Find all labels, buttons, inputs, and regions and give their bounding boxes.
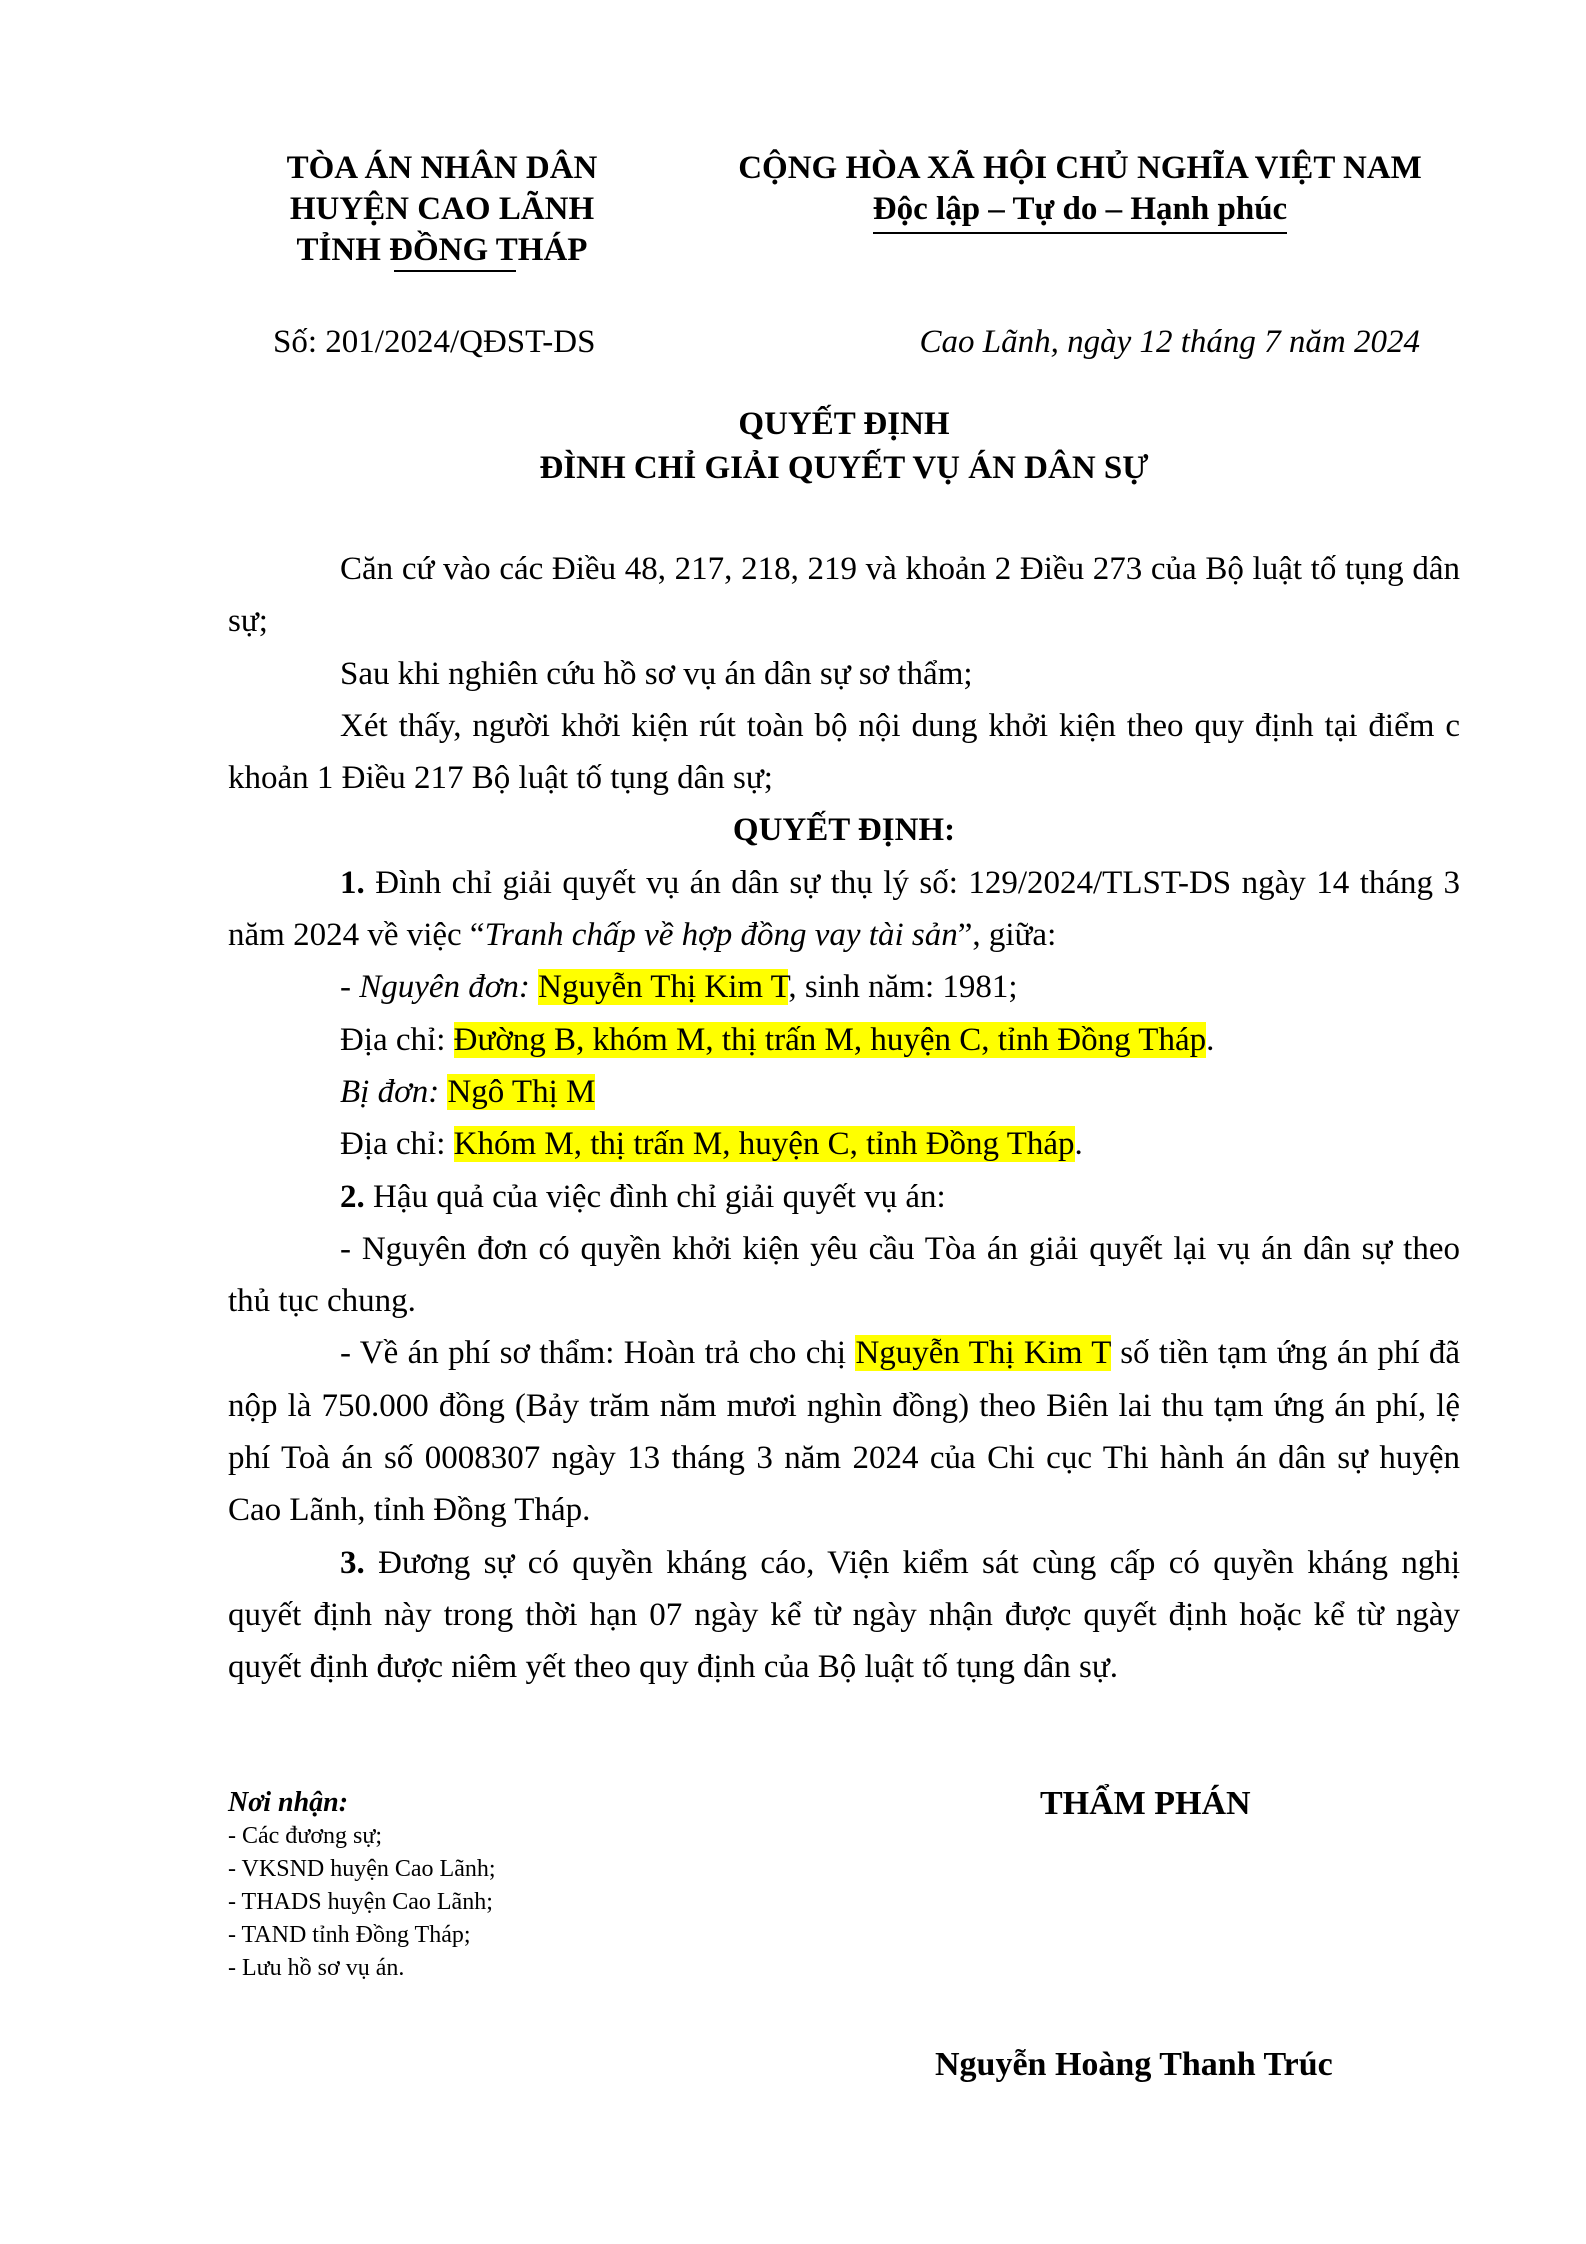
refund-recipient-name: Nguyễn Thị Kim T xyxy=(855,1335,1111,1372)
defendant-line xyxy=(228,1066,1460,1118)
item-1-text: Đình chỉ giải quyết vụ án dân sự thụ lý số: 129/2024/TLST-DS ngày 14 tháng 3 năm 2024 về việc “ xyxy=(228,864,1460,954)
item-2-sub-2 xyxy=(228,1327,1460,1536)
court-name-line-1: TÒA ÁN NHÂN DÂN xyxy=(286,150,598,186)
defendant-address-line xyxy=(228,1118,1460,1170)
recipient-item: - Các đương sự; xyxy=(228,1823,383,1849)
recipient-item: - Lưu hồ sơ vụ án. xyxy=(228,1955,405,1981)
recipient-item: - VKSND huyện Cao Lãnh; xyxy=(228,1856,496,1882)
court-name-line-2: HUYỆN CAO LÃNH xyxy=(289,191,595,227)
document-body xyxy=(228,543,1460,1694)
item-1-text-end: ”, giữa: xyxy=(957,917,1057,954)
recipients-block xyxy=(228,1786,788,1985)
court-name-line-3: TỈNH ĐỒNG THÁP xyxy=(296,232,588,268)
plaintiff-address-line xyxy=(228,1014,1460,1066)
decision-heading: QUYẾT ĐỊNH: xyxy=(732,812,956,849)
legal-basis-3: Xét thấy, người khởi kiện rút toàn bộ nội dung khởi kiện theo quy định tại điểm c khoản 1 Điều 217 Bộ luật tố tụng dân sự; xyxy=(228,707,1460,797)
court-name-block xyxy=(205,148,679,271)
national-motto: Độc lập – Tự do – Hạnh phúc xyxy=(873,189,1287,234)
document-title-line-2: ĐÌNH CHỈ GIẢI QUYẾT VỤ ÁN DÂN SỰ xyxy=(539,450,1149,486)
plaintiff-label: - Nguyên đơn: xyxy=(340,969,530,1006)
item-2-number: 2. xyxy=(340,1178,365,1215)
defendant-label: Bị đơn: xyxy=(340,1073,440,1110)
plaintiff-name: Nguyễn Thị Kim T xyxy=(538,969,789,1006)
defendant-address-label: Địa chỉ: xyxy=(340,1126,454,1163)
defendant-address: Khóm M, thị trấn M, huyện C, tỉnh Đồng Tháp xyxy=(453,1126,1075,1163)
republic-header xyxy=(690,148,1470,234)
recipient-item: - THADS huyện Cao Lãnh; xyxy=(228,1889,493,1915)
item-2-sub-2-text: - Về án phí sơ thẩm: Hoàn trả cho chị xyxy=(340,1335,856,1372)
plaintiff-address-label: Địa chỉ: xyxy=(340,1021,454,1058)
decision-item-3 xyxy=(228,1537,1460,1694)
item-2-sub-2-text-end: số tiền tạm ứng án phí đã nộp là 750.000 đồng (Bảy trăm năm mươi nghìn đồng) theo Biên lai thu tạm ứng án phí, lệ phí Toà án số 0008307 ngày 13 tháng 3 năm 2024 của Chi cục Thi hành án dân sự huyện Cao Lãnh, tỉnh Đồng Tháp. xyxy=(228,1335,1461,1529)
recipient-item: - TAND tỉnh Đồng Tháp; xyxy=(228,1922,471,1948)
legal-basis-2: Sau khi nghiên cứu hồ sơ vụ án dân sự sơ thẩm; xyxy=(340,655,973,692)
recipients-title: Nơi nhận: xyxy=(228,1787,349,1818)
document-title xyxy=(226,402,1462,490)
case-type: Tranh chấp về hợp đồng vay tài sản xyxy=(484,917,958,954)
plaintiff-birth: , sinh năm: 1981; xyxy=(788,969,1018,1006)
legal-basis-1: Căn cứ vào các Điều 48, 217, 218, 219 và khoản 2 Điều 273 của Bộ luật tố tụng dân sự; xyxy=(228,551,1460,640)
place-and-date: Cao Lãnh, ngày 12 tháng 7 năm 2024 xyxy=(919,324,1420,360)
decision-item-1 xyxy=(228,857,1460,962)
defendant-address-end: . xyxy=(1074,1126,1083,1163)
plaintiff-line xyxy=(228,961,1460,1013)
document-number: Số: 201/2024/QĐST-DS xyxy=(273,324,596,360)
judge-title: THẨM PHÁN xyxy=(1040,1785,1251,1822)
decision-item-2 xyxy=(228,1171,1460,1223)
item-3-number: 3. xyxy=(340,1544,365,1581)
item-3-text: Đương sự có quyền kháng cáo, Viện kiểm sát cùng cấp có quyền kháng nghị quyết định này trong thời hạn 07 ngày kể từ ngày nhận được quyết định hoặc kể từ ngày quyết định được niêm yết theo quy định của Bộ luật tố tụng dân sự. xyxy=(228,1544,1460,1686)
defendant-name: Ngô Thị M xyxy=(447,1073,596,1110)
item-2-sub-1: - Nguyên đơn có quyền khởi kiện yêu cầu Tòa án giải quyết lại vụ án dân sự theo thủ tục chung. xyxy=(228,1230,1460,1320)
plaintiff-address: Đường B, khóm M, thị trấn M, huyện C, tỉnh Đồng Tháp xyxy=(453,1021,1207,1058)
document-title-line-1: QUYẾT ĐỊNH xyxy=(738,406,950,442)
court-underline-divider xyxy=(394,270,516,272)
judge-name: Nguyễn Hoàng Thanh Trúc xyxy=(935,2046,1333,2083)
republic-name: CỘNG HÒA XÃ HỘI CHỦ NGHĨA VIỆT NAM xyxy=(738,150,1422,186)
item-1-number: 1. xyxy=(340,864,365,901)
plaintiff-address-end: . xyxy=(1206,1021,1215,1058)
item-2-text: Hậu quả của việc đình chỉ giải quyết vụ án: xyxy=(364,1178,946,1215)
